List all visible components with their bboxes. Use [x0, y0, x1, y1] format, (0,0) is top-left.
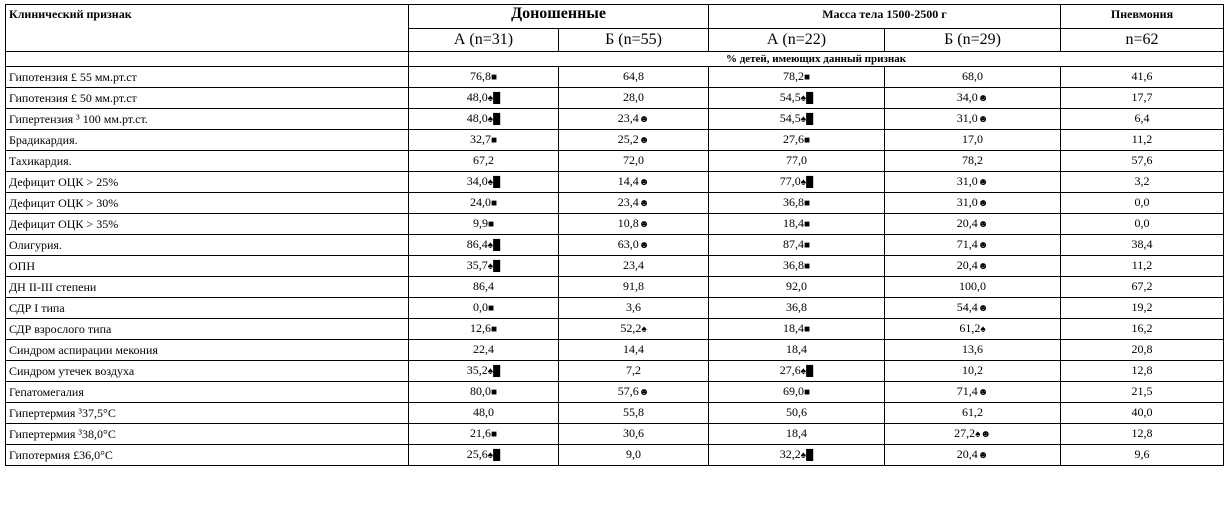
table-row [6, 193, 1224, 214]
significance-marker-icon: ■ [803, 219, 811, 230]
cell-value: 12,6 [469, 321, 491, 335]
row-label: Тахикардия. [6, 151, 409, 172]
cell-value: 14,4 [623, 342, 644, 356]
value-cell [559, 403, 709, 424]
cell-value: 12,8 [1131, 426, 1153, 440]
significance-marker-icon: ♠█ [487, 450, 501, 461]
significance-marker-icon: ■ [490, 198, 498, 209]
value-cell [559, 172, 709, 193]
significance-marker-icon: ♠ [641, 324, 647, 335]
cell-value: 40,0 [1131, 405, 1153, 419]
value-cell [885, 172, 1061, 193]
cell-value: 27,6 [782, 132, 804, 146]
significance-marker-icon: ☻ [977, 93, 989, 104]
significance-marker-icon: ■ [803, 324, 811, 335]
row-label: Гипотензия £ 50 мм.рт.ст [6, 88, 409, 109]
significance-marker-icon: ■ [803, 240, 811, 251]
value-cell [1061, 361, 1224, 382]
cell-value: 17,0 [962, 132, 983, 146]
row-label: Олигурия. [6, 235, 409, 256]
cell-value: 31,0 [956, 174, 978, 188]
value-cell [885, 424, 1061, 445]
significance-marker-icon: ■ [803, 387, 811, 398]
cell-value: 48,0 [466, 111, 488, 125]
cell-value: 61,2 [962, 405, 983, 419]
value-cell [409, 172, 559, 193]
value-cell [709, 256, 885, 277]
cell-value: 31,0 [956, 111, 978, 125]
value-cell [885, 214, 1061, 235]
significance-marker-icon: ☻ [638, 114, 650, 125]
significance-marker-icon: ♠█ [487, 261, 501, 272]
cell-value: 72,0 [623, 153, 644, 167]
cell-value: 11,2 [1131, 132, 1153, 146]
value-cell [559, 88, 709, 109]
cell-value: 92,0 [786, 279, 807, 293]
cell-value: 20,4 [956, 216, 978, 230]
value-cell [1061, 298, 1224, 319]
value-cell [409, 340, 559, 361]
value-cell [1061, 214, 1224, 235]
significance-marker-icon: ■ [803, 135, 811, 146]
value-cell [409, 151, 559, 172]
value-cell [709, 235, 885, 256]
value-cell [885, 277, 1061, 298]
value-cell [709, 445, 885, 466]
value-cell [409, 130, 559, 151]
value-cell [409, 256, 559, 277]
table-row [6, 109, 1224, 130]
significance-marker-icon: ♠█ [487, 177, 501, 188]
cell-value: 13,6 [962, 342, 983, 356]
cell-value: 19,2 [1131, 300, 1153, 314]
value-cell [559, 67, 709, 88]
table-row [6, 67, 1224, 88]
value-cell [885, 256, 1061, 277]
significance-marker-icon: ■ [490, 72, 498, 83]
value-cell [559, 235, 709, 256]
value-cell [559, 193, 709, 214]
row-label: ДН II-III степени [6, 277, 409, 298]
cell-value: 69,0 [782, 384, 804, 398]
row-label: СДР взрослого типа [6, 319, 409, 340]
cell-value: 28,0 [623, 90, 644, 104]
value-cell [885, 319, 1061, 340]
value-cell [559, 361, 709, 382]
value-cell [1061, 109, 1224, 130]
significance-marker-icon: ☻ [977, 177, 989, 188]
significance-marker-icon: ♠█ [800, 366, 814, 377]
table-row [6, 88, 1224, 109]
table-row [6, 424, 1224, 445]
cell-value: 91,8 [623, 279, 644, 293]
cell-value: 6,4 [1134, 111, 1150, 125]
significance-marker-icon: ■ [487, 219, 495, 230]
value-cell [885, 361, 1061, 382]
pct-row-label: % детей, имеющих данный признак [409, 52, 1224, 67]
significance-marker-icon: ♠☻ [975, 429, 991, 440]
table-row [6, 445, 1224, 466]
value-cell [709, 214, 885, 235]
table-row [6, 298, 1224, 319]
cell-value: 9,9 [472, 216, 488, 230]
header-full-term: Доношенные [409, 5, 709, 29]
cell-value: 52,2 [620, 321, 642, 335]
cell-value: 22,4 [473, 342, 494, 356]
cell-value: 0,0 [1134, 216, 1150, 230]
significance-marker-icon: ☻ [977, 219, 989, 230]
row-label: Гипертермия ³37,5°С [6, 403, 409, 424]
significance-marker-icon: ☻ [638, 135, 650, 146]
value-cell [559, 277, 709, 298]
significance-marker-icon: ☻ [638, 387, 650, 398]
significance-marker-icon: ☻ [638, 198, 650, 209]
row-label: СДР I типа [6, 298, 409, 319]
cell-value: 50,6 [786, 405, 807, 419]
cell-value: 36,8 [786, 300, 807, 314]
row-label: Гипертермия ³38,0°С [6, 424, 409, 445]
significance-marker-icon: ■ [803, 261, 811, 272]
cell-value: 63,0 [617, 237, 639, 251]
value-cell [709, 319, 885, 340]
cell-value: 54,5 [779, 90, 801, 104]
value-cell [885, 445, 1061, 466]
cell-value: 9,0 [626, 447, 641, 461]
value-cell [709, 193, 885, 214]
row-label: Синдром аспирации мекония [6, 340, 409, 361]
value-cell [559, 298, 709, 319]
significance-marker-icon: ☻ [977, 387, 989, 398]
value-cell [885, 403, 1061, 424]
value-cell [559, 256, 709, 277]
significance-marker-icon: ♠█ [487, 93, 501, 104]
cell-value: 80,0 [469, 384, 491, 398]
value-cell [559, 214, 709, 235]
cell-value: 35,7 [466, 258, 488, 272]
value-cell [709, 382, 885, 403]
cell-value: 36,8 [782, 258, 804, 272]
cell-value: 16,2 [1131, 321, 1153, 335]
cell-value: 100,0 [959, 279, 986, 293]
cell-value: 31,0 [956, 195, 978, 209]
cell-value: 17,7 [1131, 90, 1153, 104]
cell-value: 67,2 [473, 153, 494, 167]
cell-value: 77,0 [786, 153, 807, 167]
significance-marker-icon: ♠█ [487, 366, 501, 377]
cell-value: 25,2 [617, 132, 639, 146]
table-row [6, 214, 1224, 235]
value-cell [709, 340, 885, 361]
value-cell [1061, 67, 1224, 88]
value-cell [409, 193, 559, 214]
value-cell [709, 151, 885, 172]
value-cell [409, 277, 559, 298]
value-cell [409, 382, 559, 403]
significance-marker-icon: ☻ [977, 198, 989, 209]
cell-value: 38,4 [1131, 237, 1153, 251]
value-cell [885, 193, 1061, 214]
cell-value: 23,4 [617, 195, 639, 209]
value-cell [409, 403, 559, 424]
table-row [6, 172, 1224, 193]
table-row [6, 403, 1224, 424]
cell-value: 18,4 [782, 321, 804, 335]
significance-marker-icon: ■ [803, 198, 811, 209]
value-cell [409, 319, 559, 340]
table-row [6, 151, 1224, 172]
significance-marker-icon: ♠█ [800, 450, 814, 461]
significance-marker-icon: ☻ [977, 114, 989, 125]
value-cell [1061, 403, 1224, 424]
clinical-signs-table [5, 4, 1224, 466]
significance-marker-icon: ♠ [980, 324, 986, 335]
value-cell [559, 130, 709, 151]
value-cell [1061, 193, 1224, 214]
value-cell [1061, 130, 1224, 151]
cell-value: 27,2 [954, 426, 976, 440]
significance-marker-icon: ♠█ [487, 240, 501, 251]
cell-value: 64,8 [623, 69, 644, 83]
value-cell [885, 235, 1061, 256]
row-label: Гипотензия £ 55 мм.рт.ст [6, 67, 409, 88]
significance-marker-icon: ♠█ [487, 114, 501, 125]
value-cell [409, 298, 559, 319]
row-label: Дефицит ОЦК > 25% [6, 172, 409, 193]
cell-value: 55,8 [623, 405, 644, 419]
cell-value: 10,8 [617, 216, 639, 230]
cell-value: 54,4 [956, 300, 978, 314]
cell-value: 3,2 [1134, 174, 1150, 188]
cell-value: 18,4 [786, 426, 807, 440]
cell-value: 34,0 [956, 90, 978, 104]
subheader-b-weight: Б (n=29) [885, 28, 1061, 52]
value-cell [1061, 151, 1224, 172]
significance-marker-icon: ♠█ [800, 177, 814, 188]
value-cell [885, 298, 1061, 319]
table-row [6, 130, 1224, 151]
value-cell [1061, 256, 1224, 277]
cell-value: 57,6 [1131, 153, 1153, 167]
value-cell [409, 235, 559, 256]
significance-marker-icon: ☻ [977, 240, 989, 251]
value-cell [1061, 424, 1224, 445]
significance-marker-icon: ■ [490, 324, 498, 335]
value-cell [709, 109, 885, 130]
row-label: ОПН [6, 256, 409, 277]
cell-value: 23,4 [623, 258, 644, 272]
value-cell [409, 109, 559, 130]
row-label: Дефицит ОЦК > 35% [6, 214, 409, 235]
value-cell [559, 424, 709, 445]
significance-marker-icon: ■ [487, 303, 495, 314]
cell-value: 11,2 [1131, 258, 1153, 272]
cell-value: 86,4 [466, 237, 488, 251]
significance-marker-icon: ■ [490, 429, 498, 440]
table-row [6, 277, 1224, 298]
cell-value: 25,6 [466, 447, 488, 461]
significance-marker-icon: ♠█ [800, 114, 814, 125]
cell-value: 21,6 [469, 426, 491, 440]
value-cell [885, 340, 1061, 361]
cell-value: 57,6 [617, 384, 639, 398]
cell-value: 30,6 [623, 426, 644, 440]
significance-marker-icon: ☻ [638, 219, 650, 230]
row-label: Гипотермия £36,0°С [6, 445, 409, 466]
value-cell [409, 361, 559, 382]
value-cell [709, 130, 885, 151]
value-cell [885, 67, 1061, 88]
value-cell [885, 382, 1061, 403]
value-cell [409, 67, 559, 88]
table-row [6, 319, 1224, 340]
cell-value: 48,0 [466, 90, 488, 104]
value-cell [409, 445, 559, 466]
cell-value: 78,2 [782, 69, 804, 83]
value-cell [559, 151, 709, 172]
cell-value: 86,4 [473, 279, 494, 293]
cell-value: 76,8 [469, 69, 491, 83]
significance-marker-icon: ♠█ [800, 93, 814, 104]
subheader-pneumonia-n: n=62 [1061, 28, 1224, 52]
cell-value: 48,0 [473, 405, 494, 419]
cell-value: 71,4 [956, 237, 978, 251]
value-cell [559, 382, 709, 403]
cell-value: 0,0 [1134, 195, 1150, 209]
row-label: Дефицит ОЦК > 30% [6, 193, 409, 214]
value-cell [559, 340, 709, 361]
value-cell [709, 298, 885, 319]
value-cell [885, 130, 1061, 151]
cell-value: 18,4 [786, 342, 807, 356]
cell-value: 36,8 [782, 195, 804, 209]
significance-marker-icon: ☻ [977, 261, 989, 272]
header-weight-group: Масса тела 1500-2500 г [709, 5, 1061, 29]
significance-marker-icon: ☻ [977, 303, 989, 314]
value-cell [885, 109, 1061, 130]
table-row [6, 256, 1224, 277]
cell-value: 32,2 [779, 447, 801, 461]
row-label: Гипертензия ³ 100 мм.рт.ст. [6, 109, 409, 130]
cell-value: 71,4 [956, 384, 978, 398]
pct-row-blank [6, 52, 409, 67]
table-row [6, 361, 1224, 382]
value-cell [885, 88, 1061, 109]
cell-value: 0,0 [472, 300, 488, 314]
cell-value: 87,4 [782, 237, 804, 251]
value-cell [1061, 319, 1224, 340]
significance-marker-icon: ■ [803, 72, 811, 83]
cell-value: 10,2 [962, 363, 983, 377]
cell-value: 12,8 [1131, 363, 1153, 377]
table-row [6, 235, 1224, 256]
subheader-a-full-term: А (n=31) [409, 28, 559, 52]
significance-marker-icon: ☻ [638, 177, 650, 188]
table-row [6, 340, 1224, 361]
cell-value: 20,4 [956, 258, 978, 272]
cell-value: 41,6 [1131, 69, 1153, 83]
cell-value: 34,0 [466, 174, 488, 188]
cell-value: 9,6 [1134, 447, 1150, 461]
cell-value: 32,7 [469, 132, 491, 146]
value-cell [409, 88, 559, 109]
row-label: Синдром утечек воздуха [6, 361, 409, 382]
cell-value: 21,5 [1131, 384, 1153, 398]
value-cell [709, 67, 885, 88]
subheader-a-weight: А (n=22) [709, 28, 885, 52]
value-cell [709, 403, 885, 424]
cell-value: 61,2 [959, 321, 981, 335]
value-cell [559, 445, 709, 466]
row-label: Брадикардия. [6, 130, 409, 151]
cell-value: 27,6 [779, 363, 801, 377]
cell-value: 20,8 [1131, 342, 1153, 356]
value-cell [709, 88, 885, 109]
cell-value: 18,4 [782, 216, 804, 230]
value-cell [559, 319, 709, 340]
value-cell [1061, 88, 1224, 109]
value-cell [409, 424, 559, 445]
table-row [6, 382, 1224, 403]
value-cell [1061, 172, 1224, 193]
cell-value: 3,6 [626, 300, 641, 314]
cell-value: 54,5 [779, 111, 801, 125]
value-cell [885, 151, 1061, 172]
cell-value: 23,4 [617, 111, 639, 125]
value-cell [559, 109, 709, 130]
header-clinical-sign: Клинический признак [6, 5, 409, 52]
significance-marker-icon: ■ [490, 387, 498, 398]
value-cell [709, 277, 885, 298]
cell-value: 68,0 [962, 69, 983, 83]
significance-marker-icon: ☻ [977, 450, 989, 461]
subheader-b-full-term: Б (n=55) [559, 28, 709, 52]
value-cell [409, 214, 559, 235]
value-cell [1061, 340, 1224, 361]
cell-value: 77,0 [779, 174, 801, 188]
significance-marker-icon: ■ [490, 135, 498, 146]
cell-value: 35,2 [466, 363, 488, 377]
cell-value: 20,4 [956, 447, 978, 461]
value-cell [1061, 382, 1224, 403]
cell-value: 7,2 [626, 363, 641, 377]
value-cell [709, 424, 885, 445]
value-cell [1061, 277, 1224, 298]
cell-value: 14,4 [617, 174, 639, 188]
value-cell [709, 361, 885, 382]
significance-marker-icon: ☻ [638, 240, 650, 251]
value-cell [709, 172, 885, 193]
row-label: Гепатомегалия [6, 382, 409, 403]
value-cell [1061, 235, 1224, 256]
cell-value: 78,2 [962, 153, 983, 167]
cell-value: 24,0 [469, 195, 491, 209]
cell-value: 67,2 [1131, 279, 1153, 293]
value-cell [1061, 445, 1224, 466]
header-pneumonia: Пневмония [1061, 5, 1224, 29]
